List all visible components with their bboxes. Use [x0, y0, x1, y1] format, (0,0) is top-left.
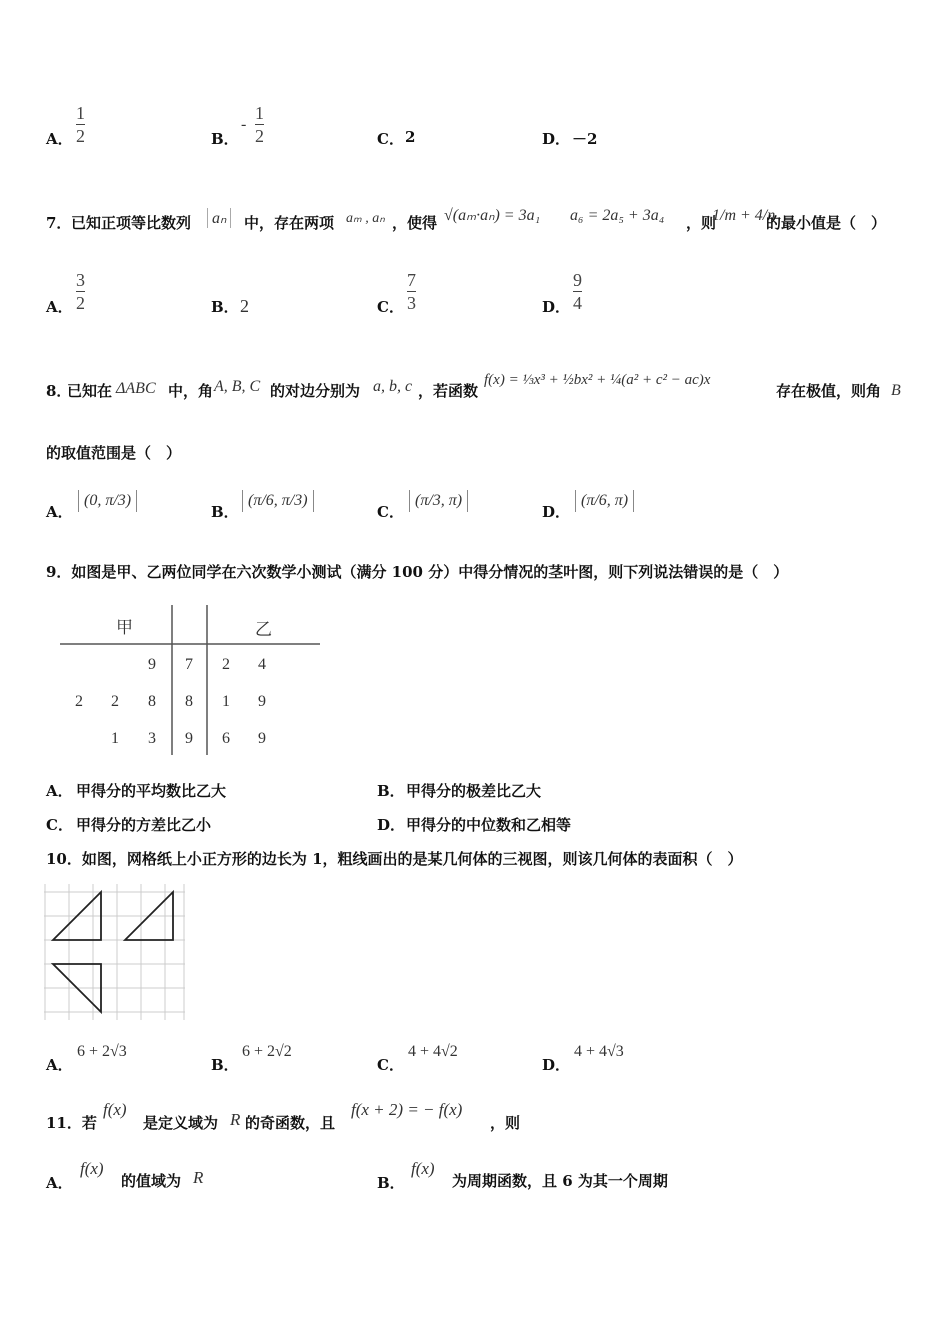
q7-option-d-label: D． [542, 298, 571, 316]
q7-condition-2: a₆ = 2a₅ + 3a₄ [570, 207, 665, 224]
numerator: 1 [255, 103, 264, 123]
numerator: 1 [76, 103, 85, 123]
q11-text-1: 是定义域为 [143, 1114, 219, 1132]
leaf: 9 [258, 730, 266, 747]
stem: 7 [185, 656, 193, 673]
q8-text-1: 已知在 [67, 382, 113, 400]
q7-terms: aₘ , aₙ [346, 211, 385, 226]
q8-angle-b: B [891, 382, 901, 399]
numerator: 7 [407, 270, 416, 290]
q8-option-b-label: B． [211, 503, 239, 521]
denominator: 2 [255, 126, 264, 146]
q10-option-b-label: B． [211, 1056, 239, 1074]
q8-triangle: ΔABC [116, 380, 156, 397]
q10-option-a-value: 6 + 2√3 [77, 1043, 127, 1060]
q10-option-c-label: C． [377, 1056, 404, 1074]
q8-option-b-interval: (π/6, π/3) [242, 490, 314, 512]
q11-option-a-R: R [193, 1168, 204, 1187]
q7-expression: 1/m + 4/n [712, 207, 776, 224]
numerator: 3 [76, 270, 85, 290]
q8-sides: a, b, c [373, 378, 413, 395]
q7-text-1: 已知正项等比数列 [71, 214, 192, 232]
q7-option-a-fraction [76, 270, 85, 313]
q10-stem: 10．如图，网格纸上小正方形的边长为 1，粗线画出的是某几何体的三视图，则该几何体的表面积（ ） [46, 850, 743, 868]
q9-option-c-label: C． [46, 816, 73, 834]
q10-option-b-value: 6 + 2√2 [242, 1043, 292, 1060]
q11-fx: f(x) [103, 1100, 127, 1119]
q7-option-b-label: B． [211, 298, 239, 316]
q10-option-a-label: A． [46, 1056, 73, 1074]
q10-option-c-value: 4 + 4√2 [408, 1043, 458, 1060]
q8-text-2: 中，角 [168, 382, 214, 400]
q6-option-b-label: B． [211, 130, 239, 148]
stem: 8 [185, 693, 193, 710]
q11-option-b-math: f(x) [411, 1159, 435, 1178]
denominator: 4 [573, 293, 582, 313]
q7-text-5: 的最小值是（ ） [766, 214, 887, 232]
leaf: 1 [111, 730, 119, 747]
leaf: 2 [75, 693, 83, 710]
denominator: 3 [407, 293, 416, 313]
q11-option-b-label: B． [377, 1174, 405, 1192]
leaf: 3 [148, 730, 156, 747]
header-right: 乙 [255, 620, 272, 639]
q7-option-a-label: A． [46, 298, 73, 316]
q9-option-a-label: A． [46, 782, 73, 800]
q8-text-4: ，若函数 [418, 382, 479, 400]
q8-angles: A, B, C [214, 378, 261, 395]
q7-text-2: 中，存在两项 [244, 214, 335, 232]
q7-text-4: ，则 [686, 214, 717, 232]
stem-leaf-plot [55, 603, 325, 763]
q8-option-c-label: C． [377, 503, 404, 521]
q9-option-b-text: 甲得分的极差比乙大 [406, 782, 542, 800]
q7-option-c-label: C． [377, 298, 404, 316]
q6-option-c-value: 2 [405, 128, 416, 146]
three-view-grid [44, 884, 186, 1022]
q8-text-5: 存在极值，则角 [776, 382, 882, 400]
q11-condition: f(x + 2) = − f(x) [351, 1100, 463, 1119]
leaf: 9 [258, 693, 266, 710]
q7-option-d-fraction [573, 270, 582, 313]
q8-option-a-label: A． [46, 503, 73, 521]
q9-option-a-text: 甲得分的平均数比乙大 [76, 782, 227, 800]
leaf: 2 [111, 693, 119, 710]
q8-option-c-interval: (π/3, π) [409, 490, 468, 512]
q6-option-a-label: A． [46, 130, 73, 148]
q11-number: 11．若 [46, 1114, 97, 1132]
q9-stem: 9．如图是甲、乙两位同学在六次数学小测试（满分 100 分）中得分情况的茎叶图，则下列说法错误的是（ ） [46, 563, 789, 581]
leaf: 9 [148, 656, 156, 673]
q8-text-3: 的对边分别为 [270, 382, 361, 400]
numerator: 9 [573, 270, 582, 290]
q10-option-d-value: 4 + 4√3 [574, 1043, 624, 1060]
q9-option-d-text: 甲得分的中位数和乙相等 [406, 816, 572, 834]
q8-function: f(x) = ⅓x³ + ½bx² + ¼(a² + c² − ac)x [484, 372, 711, 388]
q6-option-d-label: D． [542, 130, 571, 148]
q7-option-b-value: 2 [240, 296, 249, 316]
q10-option-d-label: D． [542, 1056, 571, 1074]
q11-R: R [230, 1110, 241, 1129]
grid-lines [44, 884, 185, 1020]
q6-option-c-label: C． [377, 130, 404, 148]
q6-option-b-fraction [255, 103, 264, 146]
denominator: 2 [76, 126, 85, 146]
q7-text-3: ，使得 [392, 214, 438, 232]
header-left: 甲 [116, 618, 133, 637]
q8-line-2: 的取值范围是（ ） [46, 444, 182, 462]
leaf: 2 [222, 656, 230, 673]
q11-text-3: ，则 [490, 1114, 521, 1132]
q8-option-d-interval: (π/6, π) [575, 490, 634, 512]
denominator: 2 [76, 293, 85, 313]
q8-number: 8． [46, 382, 72, 400]
q7-condition-1: √(aₘ·aₙ) = 3a₁ [444, 207, 541, 224]
q11-text-2: 的奇函数，且 [245, 1114, 336, 1132]
q8-option-d-label: D． [542, 503, 571, 521]
q6-option-a-fraction [76, 103, 85, 146]
leaf: 8 [148, 693, 156, 710]
q8-option-a-interval: (0, π/3) [78, 490, 137, 512]
q11-option-b-text: 为周期函数，且 6 为其一个周期 [452, 1172, 668, 1190]
leaf: 6 [222, 730, 230, 747]
leaf: 4 [258, 656, 266, 673]
leaf: 1 [222, 693, 230, 710]
q6-option-d-value: －2 [572, 130, 598, 148]
q11-option-a-label: A． [46, 1174, 73, 1192]
q9-option-b-label: B． [377, 782, 405, 800]
stem: 9 [185, 730, 193, 747]
q7-sequence: aₙ [207, 208, 231, 228]
q6-option-b-sign: - [241, 116, 247, 133]
q9-option-d-label: D． [377, 816, 406, 834]
q7-option-c-fraction [407, 270, 416, 313]
q9-option-c-text: 甲得分的方差比乙小 [76, 816, 212, 834]
q11-option-a-text: 的值域为 [121, 1172, 182, 1190]
q7-number: 7． [46, 214, 72, 232]
q11-option-a-math: f(x) [80, 1159, 104, 1178]
